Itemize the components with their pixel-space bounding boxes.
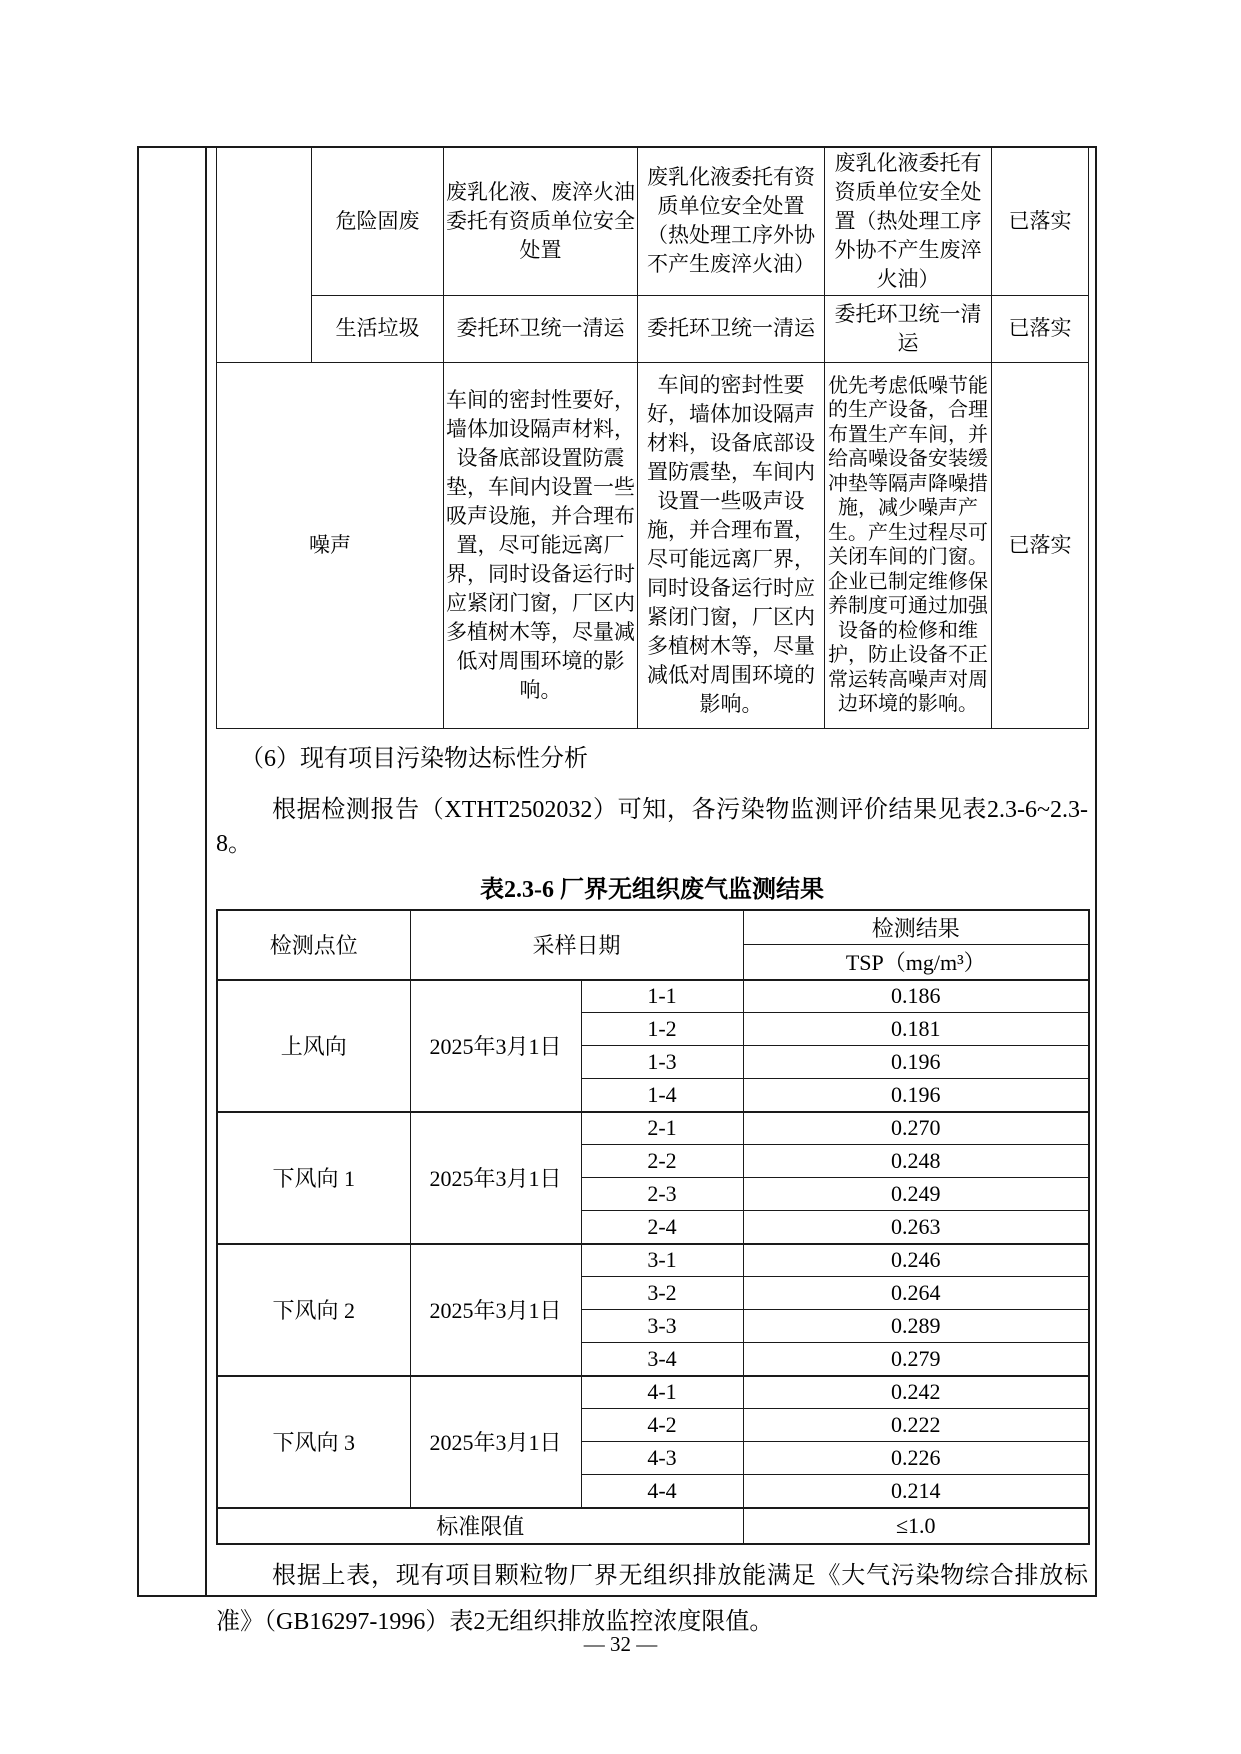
header-point: 检测点位 [217, 910, 410, 980]
sample-id-cell: 2-4 [581, 1211, 743, 1244]
value-cell: 0.214 [743, 1475, 1089, 1508]
page-frame [137, 146, 1097, 1635]
measure-cell: 废乳化液委托有资质单位安全处置（热处理工序外协不产生废淬火油） [825, 148, 992, 295]
point-cell: 下风向 3 [217, 1376, 410, 1508]
point-cell: 下风向 1 [217, 1112, 410, 1244]
sample-id-cell: 2-1 [581, 1112, 743, 1145]
category-cell: 噪声 [217, 362, 444, 728]
measure-cell: 委托环卫统一清运 [444, 295, 638, 362]
header-unit: TSP（mg/m³） [743, 945, 1089, 980]
value-cell: 0.279 [743, 1343, 1089, 1376]
value-cell: 0.249 [743, 1178, 1089, 1211]
table-row [217, 980, 1089, 1013]
value-cell: 0.222 [743, 1409, 1089, 1442]
value-cell: 0.248 [743, 1145, 1089, 1178]
table-row-noise [217, 362, 1089, 728]
table-row-domestic-garbage [217, 295, 1089, 362]
value-cell: 0.181 [743, 1013, 1089, 1046]
sample-id-cell: 4-1 [581, 1376, 743, 1409]
sample-id-cell: 4-2 [581, 1409, 743, 1442]
measure-cell: 废乳化液、废淬火油委托有资质单位安全处置 [444, 148, 638, 295]
value-cell: 0.246 [743, 1244, 1089, 1277]
date-cell: 2025年3月1日 [410, 1376, 581, 1508]
value-cell: 0.196 [743, 1046, 1089, 1079]
point-cell: 下风向 2 [217, 1244, 410, 1376]
table-row [217, 1376, 1089, 1409]
sample-id-cell: 1-4 [581, 1079, 743, 1112]
header-date: 采样日期 [410, 910, 743, 980]
category-cell: 危险固废 [312, 148, 444, 295]
value-cell: 0.186 [743, 980, 1089, 1013]
measure-cell: 优先考虑低噪节能的生产设备，合理布置生产车间，并给高噪设备安装缓冲垫等隔声降噪措施，减少噪声产生。产生过程尽可关闭车间的门窗。企业已制定维修保养制度可通过加强设备的检修和维护，防止设备不正常运转高噪声对周边环境的影响。 [825, 362, 992, 728]
measure-cell: 车间的密封性要好，墙体加设隔声材料，设备底部设置防震垫，车间内设置一些吸声设施，并合理布置，尽可能远离厂界，同时设备运行时应紧闭门窗，厂区内多植树木等，尽量减低对周围环境的影响。 [444, 362, 638, 728]
measure-cell: 废乳化液委托有资质单位安全处置（热处理工序外协不产生废淬火油） [638, 148, 825, 295]
value-cell: 0.242 [743, 1376, 1089, 1409]
sample-id-cell: 1-1 [581, 980, 743, 1013]
value-cell: 0.196 [743, 1079, 1089, 1112]
table-caption: 表2.3-6 厂界无组织废气监测结果 [480, 876, 824, 903]
date-cell: 2025年3月1日 [410, 1112, 581, 1244]
limit-row [217, 1508, 1089, 1544]
sample-id-cell: 2-2 [581, 1145, 743, 1178]
value-cell: 0.270 [743, 1112, 1089, 1145]
sample-id-cell: 3-1 [581, 1244, 743, 1277]
measure-cell: 委托环卫统一清运 [638, 295, 825, 362]
header-row [217, 910, 1089, 945]
value-cell: 0.263 [743, 1211, 1089, 1244]
sample-id-cell: 4-4 [581, 1475, 743, 1508]
sample-id-cell: 4-3 [581, 1442, 743, 1475]
empty-spanner-cell [217, 148, 312, 362]
limit-label-cell: 标准限值 [217, 1508, 743, 1544]
content-area [207, 148, 1095, 1635]
table-row [217, 1244, 1089, 1277]
conclusion-paragraph: 根据上表，现有项目颗粒物厂界无组织排放能满足《大气污染物综合排放标准》（GB16297-1996）表2无组织排放监控浓度限值。 [216, 1562, 1088, 1635]
sample-id-cell: 3-4 [581, 1343, 743, 1376]
status-cell: 已落实 [992, 295, 1089, 362]
page-number: — 32 — [583, 1632, 658, 1656]
section-heading: （6）现有项目污染物达标性分析 [240, 745, 588, 772]
category-cell: 生活垃圾 [312, 295, 444, 362]
value-cell: 0.226 [743, 1442, 1089, 1475]
value-cell: 0.264 [743, 1277, 1089, 1310]
status-cell: 已落实 [992, 362, 1089, 728]
sample-id-cell: 3-2 [581, 1277, 743, 1310]
status-cell: 已落实 [992, 148, 1089, 295]
sample-id-cell: 2-3 [581, 1178, 743, 1211]
monitoring-table [216, 909, 1090, 1545]
sample-id-cell: 1-2 [581, 1013, 743, 1046]
measures-table [216, 148, 1089, 729]
header-result: 检测结果 [743, 910, 1089, 945]
measure-cell: 车间的密封性要好，墙体加设隔声材料，设备底部设置防震垫，车间内设置一些吸声设施，并合理布置，尽可能远离厂界，同时设备运行时应紧闭门窗，厂区内多植树木等，尽量减低对周围环境的影响。 [638, 362, 825, 728]
limit-value-cell: ≤1.0 [743, 1508, 1089, 1544]
intro-paragraph: 根据检测报告（XTHT2502032）可知，各污染物监测评价结果见表2.3-6~2.3-8。 [216, 796, 1088, 857]
value-cell: 0.289 [743, 1310, 1089, 1343]
table-row [217, 1112, 1089, 1145]
sample-id-cell: 3-3 [581, 1310, 743, 1343]
table-row-hazardous-waste [217, 148, 1089, 295]
measure-cell: 委托环卫统一清运 [825, 295, 992, 362]
point-cell: 上风向 [217, 980, 410, 1112]
date-cell: 2025年3月1日 [410, 1244, 581, 1376]
date-cell: 2025年3月1日 [410, 980, 581, 1112]
sample-id-cell: 1-3 [581, 1046, 743, 1079]
